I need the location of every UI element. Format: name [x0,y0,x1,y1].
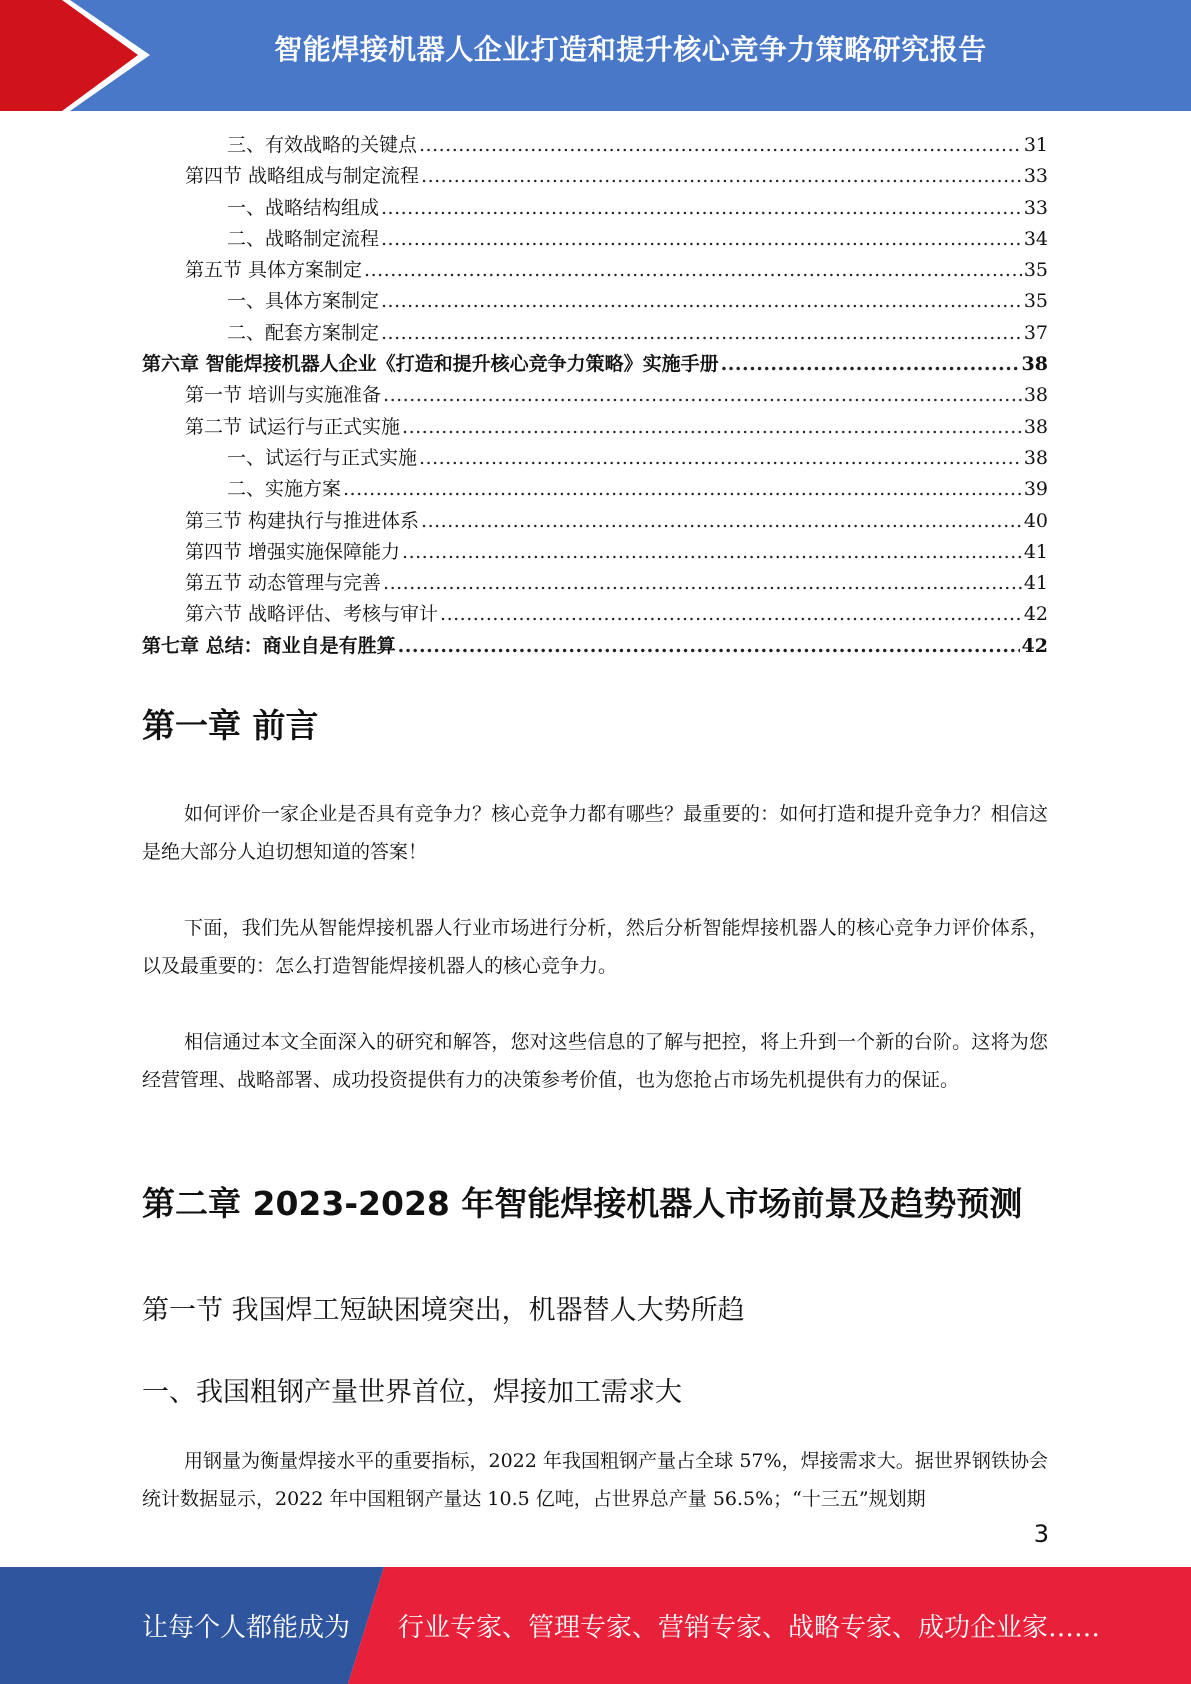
toc-entry-title: 第五节 动态管理与完善 [185,572,382,595]
toc-entry[interactable] [142,599,1048,630]
chapter-2-section-1-heading: 第一节 我国焊工短缺困境突出，机器替人大势所趋 [142,1295,745,1326]
toc-entry-page: 42 [1023,603,1048,626]
toc-leader-dots [381,193,1022,224]
page-number: 3 [1033,1520,1049,1548]
toc-leader-dots [419,443,1022,474]
toc-entry[interactable] [142,349,1048,380]
toc-entry[interactable] [142,631,1048,662]
toc-entry-title: 第一节 培训与实施准备 [185,384,382,407]
toc-entry-page: 38 [1021,353,1048,376]
toc-leader-dots [421,506,1022,537]
toc-entry-title: 第四节 战略组成与制定流程 [185,165,420,188]
toc-leader-dots [343,474,1022,505]
toc-leader-dots [383,568,1022,599]
toc-entry-page: 41 [1023,572,1048,595]
toc-entry[interactable] [142,286,1048,317]
toc-leader-dots [721,349,1020,380]
toc-entry-page: 33 [1023,165,1048,188]
toc-leader-dots [381,318,1022,349]
toc-entry[interactable] [142,255,1048,286]
toc-entry[interactable] [142,380,1048,411]
chapter-1-paragraph-3: 相信通过本文全面深入的研究和解答，您对这些信息的了解与把控，将上升到一个新的台阶。这将为您经营管理、战略部署、成功投资提供有力的决策参考价值，也为您抢占市场先机提供有力的保证。 [142,1031,1048,1091]
toc-entry-title: 第四节 增强实施保障能力 [185,540,401,563]
toc-entry[interactable] [142,193,1048,224]
toc-leader-dots [402,537,1022,568]
toc-entry-page: 35 [1023,259,1048,282]
toc-entry-page: 34 [1023,227,1048,250]
toc-entry[interactable] [142,568,1048,599]
toc-entry-page: 33 [1023,196,1048,219]
header-title: 智能焊接机器人企业打造和提升核心竞争力策略研究报告 [274,33,987,66]
toc-leader-dots [381,224,1022,255]
chapter-2-heading: 第二章 2023-2028 年智能焊接机器人市场前景及趋势预测 [142,1184,1023,1223]
toc-entry-page: 35 [1023,290,1048,313]
toc-entry[interactable] [142,161,1048,192]
toc-leader-dots [421,161,1022,192]
chapter-1-paragraph-2: 下面，我们先从智能焊接机器人行业市场进行分析，然后分析智能焊接机器人的核心竞争力评价体系，以及最重要的：怎么打造智能焊接机器人的核心竞争力。 [142,917,1048,977]
toc-entry[interactable] [142,412,1048,443]
toc-leader-dots [440,599,1022,630]
toc-entry-title: 二、实施方案 [227,478,342,501]
chapter-1-paragraph-1: 如何评价一家企业是否具有竞争力？核心竞争力都有哪些？最重要的：如何打造和提升竞争力？相信这是绝大部分人迫切想知道的答案！ [142,803,1048,863]
toc-entry-page: 37 [1023,321,1048,344]
toc-leader-dots [383,380,1022,411]
chapter-2-paragraph: 用钢量为衡量焊接水平的重要指标，2022 年我国粗钢产量占全球 57%，焊接需求大。据世界钢铁协会统计数据显示，2022 年中国粗钢产量达 10.5 亿吨，占世界总产量 56.5%；“十三五”规划期 [142,1450,1048,1510]
toc-entry-page: 39 [1023,478,1048,501]
toc-entry-title: 一、具体方案制定 [227,290,380,313]
toc-entry-page: 38 [1023,415,1048,438]
toc-entry[interactable] [142,443,1048,474]
toc-entry[interactable] [142,318,1048,349]
toc-entry-title: 三、有效战略的关键点 [227,134,418,156]
chapter-2-subsection-1-heading: 一、我国粗钢产量世界首位，焊接加工需求大 [142,1377,682,1408]
toc-entry-page: 38 [1023,446,1048,469]
toc-entry-title: 二、战略制定流程 [227,227,380,250]
toc-entry-title: 第三节 构建执行与推进体系 [185,509,420,532]
chapter-1-heading: 第一章 前言 [142,706,319,745]
toc-entry-title: 第五节 具体方案制定 [185,259,363,282]
footer-slogan-left: 让每个人都能成为 [142,1613,351,1643]
toc-entry-title: 第六节 战略评估、考核与审计 [185,603,439,626]
toc-entry[interactable] [142,224,1048,255]
toc-entry-page: 40 [1023,509,1048,532]
toc-leader-dots [381,286,1022,317]
toc-entry-title: 二、配套方案制定 [227,321,380,344]
toc-leader-dots [419,130,1022,161]
toc-entry-title: 一、试运行与正式实施 [227,446,418,469]
toc-entry-page: 31 [1023,134,1048,156]
toc-leader-dots [398,631,1020,662]
toc-entry-title: 一、战略结构组成 [227,196,380,219]
toc-entry[interactable] [142,506,1048,537]
toc-entry-title: 第二节 试运行与正式实施 [185,415,401,438]
table-of-contents [142,130,1048,662]
footer-slogan-right: 行业专家、管理专家、营销专家、战略专家、成功企业家…… [398,1613,1101,1643]
toc-entry-page: 42 [1021,634,1048,657]
header-arrow-graphic [0,0,150,111]
toc-leader-dots [364,255,1022,286]
toc-entry[interactable] [142,537,1048,568]
toc-entry-title: 第七章 总结：商业自是有胜算 [142,634,396,657]
toc-entry-page: 41 [1023,540,1048,563]
toc-entry-title: 第六章 智能焊接机器人企业《打造和提升核心竞争力策略》实施手册 [142,353,719,376]
toc-entry[interactable] [142,474,1048,505]
toc-leader-dots [402,412,1022,443]
toc-entry-page: 38 [1023,384,1048,407]
page-header [0,0,1191,111]
page-footer [0,1567,1191,1684]
toc-entry[interactable] [142,130,1048,161]
